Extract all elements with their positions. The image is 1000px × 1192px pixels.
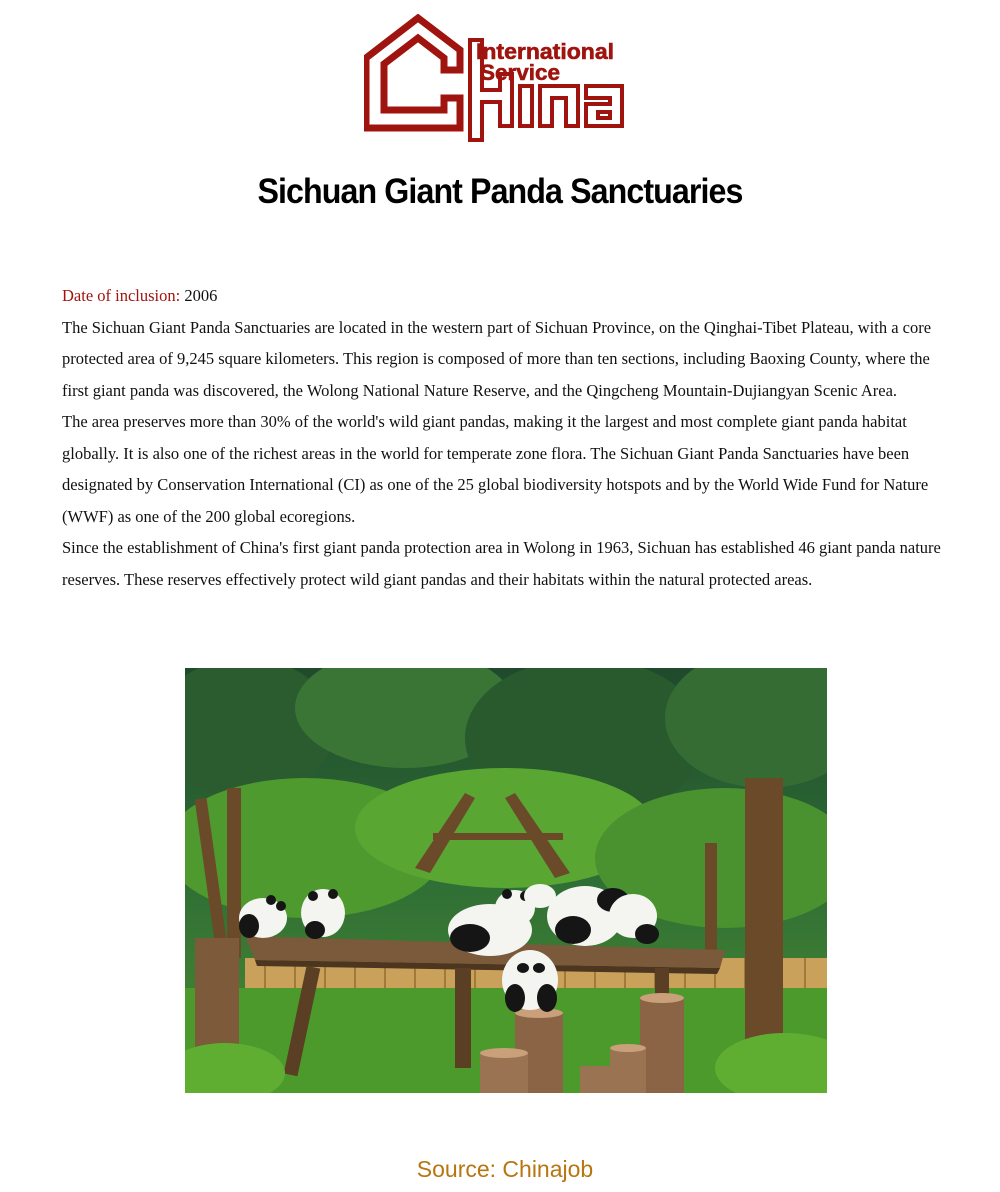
date-label: Date of inclusion:: [62, 286, 181, 305]
panda-photo: [185, 668, 827, 1093]
paragraph-reserves: Since the establishment of China's first giant panda protection area in Wolong in 1963, Sichuan has established 46 giant panda nature reserves. These reserves effectively protect wild giant pandas and their habitats within the natural protected areas.: [62, 538, 941, 589]
date-value: 2006: [184, 286, 218, 305]
paragraph-location: The Sichuan Giant Panda Sanctuaries are located in the western part of Sichuan Province, on the Qinghai-Tibet Plateau, with a core protected area of 9,245 square kilometers. This region is composed of more than ten sections, including Baoxing County, where the first giant panda was discovered, the Wolong National Nature Reserve, and the Qingcheng Mountain-Dujiangyan Scenic Area.: [62, 317, 932, 400]
logo-text-line1: International: [476, 39, 614, 64]
site-logo[interactable]: [364, 14, 626, 142]
article-body: [62, 280, 952, 595]
logo-graphic: [364, 14, 626, 142]
panda-photo-illustration: [185, 668, 827, 1093]
date-of-inclusion: [62, 280, 952, 312]
logo-text-line2: Service: [480, 60, 560, 85]
source-credit: Source: Chinajob: [416, 1156, 594, 1182]
page-title: Sichuan Giant Panda Sanctuaries: [257, 172, 743, 211]
paragraph-significance: The area preserves more than 30% of the world's wild giant pandas, making it the largest and most complete giant panda habitat globally. It is also one of the richest areas in the world for temperate zone flora. The Sichuan Giant Panda Sanctuaries have been designated by Conservation International (CI) as one of the 25 global biodiversity hotspots and by the World Wide Fund for Nature (WWF) as one of the 200 global ecoregions.: [62, 412, 929, 526]
